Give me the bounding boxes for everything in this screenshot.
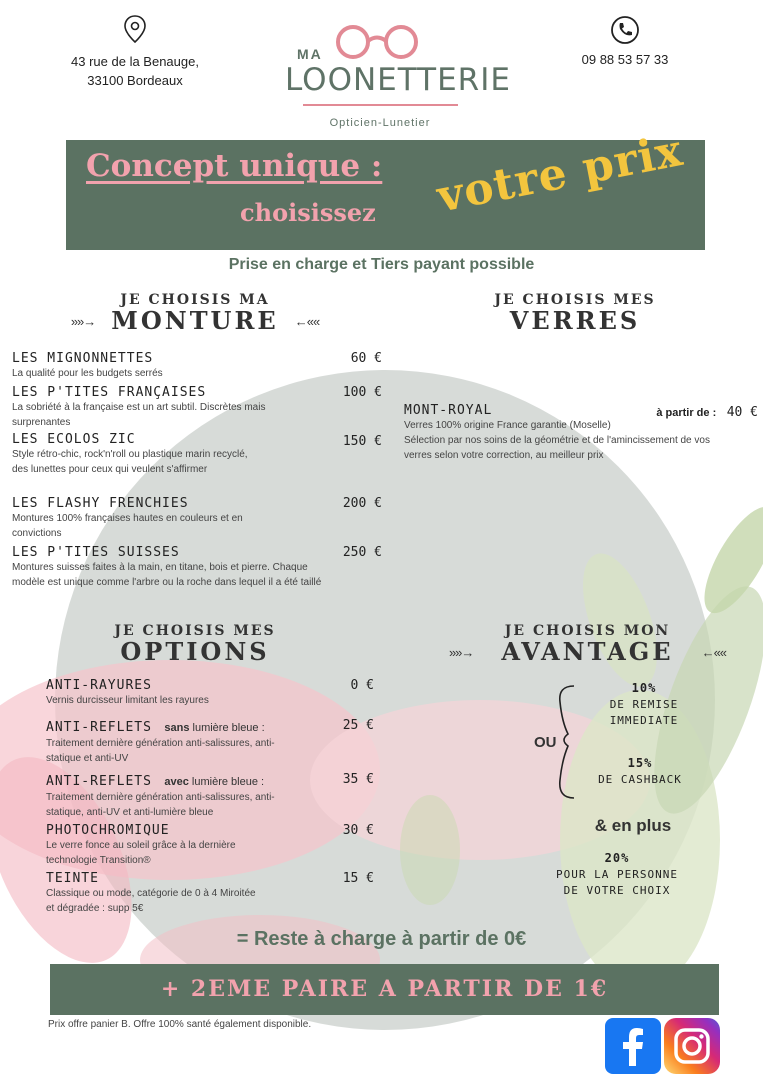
avantage-a-line1: DE REMISE: [609, 698, 679, 711]
option-item-extra: lumière bleue :: [189, 722, 265, 734]
monture-item-desc: Style rétro-chic, rock'n'roll ou plastique marin recyclé, des lunettes pour ceux qui veulent s'affirmer: [12, 449, 248, 475]
option-item-desc: Classique ou mode, catégorie de 0 à 4 Miroitée et dégradée : supp 5€: [46, 888, 256, 914]
monture-item-desc: La sobriété à la française est un art subtil. Discrètes mais surprenantes: [12, 402, 266, 428]
avantage-c-line1: POUR LA PERSONNE: [556, 868, 678, 881]
option-item-price: 30 €: [342, 823, 374, 838]
options-title: [40, 623, 350, 665]
option-item-price: 35 €: [342, 772, 374, 787]
monture-item-desc: Montures suisses faites à la main, en titane, bois et pierre. Chaque modèle est unique comme l'arbre ou la roche dans lequel il a été taillé: [12, 562, 322, 588]
avantage-a-pct: 10%: [631, 681, 657, 695]
monture-item-name: LES P'TITES SUISSES: [12, 545, 180, 560]
avantage-c-line2: DE VOTRE CHOIX: [563, 884, 671, 897]
monture-item: [12, 351, 382, 381]
verres-desc1: Verres 100% origine France garantie (Moselle): [404, 420, 611, 431]
avantage-title: [415, 623, 760, 665]
monture-item-desc: Montures 100% françaises hautes en couleurs et en convictions: [12, 513, 243, 539]
option-item-name: TEINTE: [46, 871, 99, 886]
avantage-title-small: JE CHOISIS MON: [504, 623, 671, 639]
banner-choisissez: choisissez: [240, 198, 376, 227]
option-item-price: 15 €: [342, 871, 374, 886]
option-item-desc: Traitement dernière génération anti-salissures, anti-statique et anti-UV: [46, 738, 275, 764]
avantage-a-line2: IMMEDIATE: [609, 714, 679, 727]
deuxieme-paire-banner: [50, 964, 719, 1015]
option-item-extra: lumière bleue :: [188, 776, 265, 788]
monture-title-small: JE CHOISIS MA: [120, 292, 270, 308]
monture-item-name: LES MIGNONNETTES: [12, 351, 154, 366]
address-block: [20, 15, 250, 90]
phone-icon: [560, 15, 690, 48]
monture-item-name: LES FLASHY FRENCHIES: [12, 496, 189, 511]
option-item: [46, 823, 374, 868]
verres-price: 40 €: [726, 405, 758, 420]
facebook-icon[interactable]: [605, 1018, 661, 1074]
arrow-left-icon: ←««: [701, 644, 727, 660]
option-item: [46, 772, 374, 820]
verres-title-small: JE CHOISIS MES: [494, 292, 656, 308]
map-pin-icon: [20, 15, 250, 48]
option-item-desc: Vernis durcisseur limitant les rayures: [46, 695, 209, 706]
arrow-right-icon: »»→: [448, 644, 474, 660]
verres-title-big: VERRES: [509, 306, 641, 335]
verres-desc2: Sélection par nos soins de la géométrie et de l'amincissement de vos verres selon votre correction, au meilleur prix: [404, 435, 710, 461]
monture-item-price: 100 €: [342, 385, 382, 400]
option-item: [46, 718, 374, 766]
option-item-name: PHOTOCHROMIQUE: [46, 823, 170, 838]
monture-item: [12, 545, 382, 590]
banner-votre-prix: votre prix: [433, 125, 687, 223]
logo-subtitle: Opticien-Lunetier: [329, 117, 431, 129]
glasses-icon: [333, 24, 423, 60]
avantage-en-plus: & en plus: [594, 816, 672, 835]
option-item-name: ANTI-RAYURES: [46, 678, 152, 693]
option-item-desc: Le verre fonce au soleil grâce à la dernière technologie Transition®: [46, 840, 236, 866]
options-title-small: JE CHOISIS MES: [114, 623, 276, 639]
monture-item: [12, 496, 382, 541]
reste-a-charge: = Reste à charge à partir de 0€: [236, 928, 527, 950]
deuxieme-paire-text: + 2EME PAIRE A PARTIR DE 1€: [160, 976, 609, 1002]
concept-banner: [66, 125, 705, 250]
avantage-title-big: AVANTAGE: [501, 637, 674, 666]
avantage-ou: OU: [534, 734, 557, 751]
monture-item: [12, 432, 382, 477]
monture-item-name: LES ECOLOS ZIC: [12, 432, 136, 447]
address-line2: 33100 Bordeaux: [87, 73, 183, 88]
monture-item-price: 200 €: [342, 496, 382, 511]
verres-item: [404, 403, 758, 463]
verres-title: [430, 292, 720, 334]
verres-from-label: à partir de :: [656, 407, 717, 419]
instagram-icon[interactable]: [664, 1018, 720, 1074]
monture-title: [40, 292, 350, 334]
avantage-option-b: [570, 755, 710, 788]
monture-item: [12, 385, 382, 430]
phone-block: [560, 15, 690, 67]
option-item-desc: Traitement dernière génération anti-salissures, anti-statique, anti-UV et anti-lumière bleue: [46, 792, 275, 818]
arrow-left-icon: ←««: [294, 313, 320, 329]
monture-item-price: 150 €: [342, 434, 382, 449]
option-item-price: 25 €: [342, 718, 374, 733]
address-line1: 43 rue de la Benauge,: [71, 54, 199, 69]
banner-title: Concept unique :: [86, 148, 383, 184]
verres-item-name: MONT-ROYAL: [404, 403, 493, 418]
logo-name: LOONETTERIE: [285, 62, 511, 98]
avantage-b-pct: 15%: [627, 756, 653, 770]
logo-underline: [303, 104, 458, 106]
monture-item-name: LES P'TITES FRANÇAISES: [12, 385, 207, 400]
option-item: [46, 871, 374, 916]
option-item-name: ANTI-REFLETS: [46, 774, 152, 789]
avantage-option-c: [524, 850, 710, 899]
avantage-b-line1: DE CASHBACK: [598, 773, 682, 786]
logo: [283, 20, 511, 132]
phone-number[interactable]: 09 88 53 57 33: [581, 52, 669, 67]
monture-item-price: 250 €: [342, 545, 382, 560]
arrow-right-icon: »»→: [70, 313, 96, 329]
option-item-extra-bold: avec: [164, 776, 189, 788]
option-item: [46, 678, 374, 708]
option-item-price: 0 €: [350, 678, 374, 693]
option-item-extra-bold: sans: [164, 722, 190, 734]
options-title-big: OPTIONS: [120, 637, 270, 666]
option-item-name: ANTI-REFLETS: [46, 720, 152, 735]
footnote: Prix offre panier B. Offre 100% santé également disponible.: [48, 1019, 312, 1030]
avantage-option-a: [588, 680, 700, 729]
monture-item-desc: La qualité pour les budgets serrés: [12, 368, 163, 379]
monture-title-big: MONTURE: [111, 306, 279, 335]
avantage-c-pct: 20%: [604, 851, 630, 865]
logo-ma: MA: [297, 46, 323, 62]
monture-item-price: 60 €: [350, 351, 382, 366]
prise-en-charge: Prise en charge et Tiers payant possible: [228, 256, 535, 273]
